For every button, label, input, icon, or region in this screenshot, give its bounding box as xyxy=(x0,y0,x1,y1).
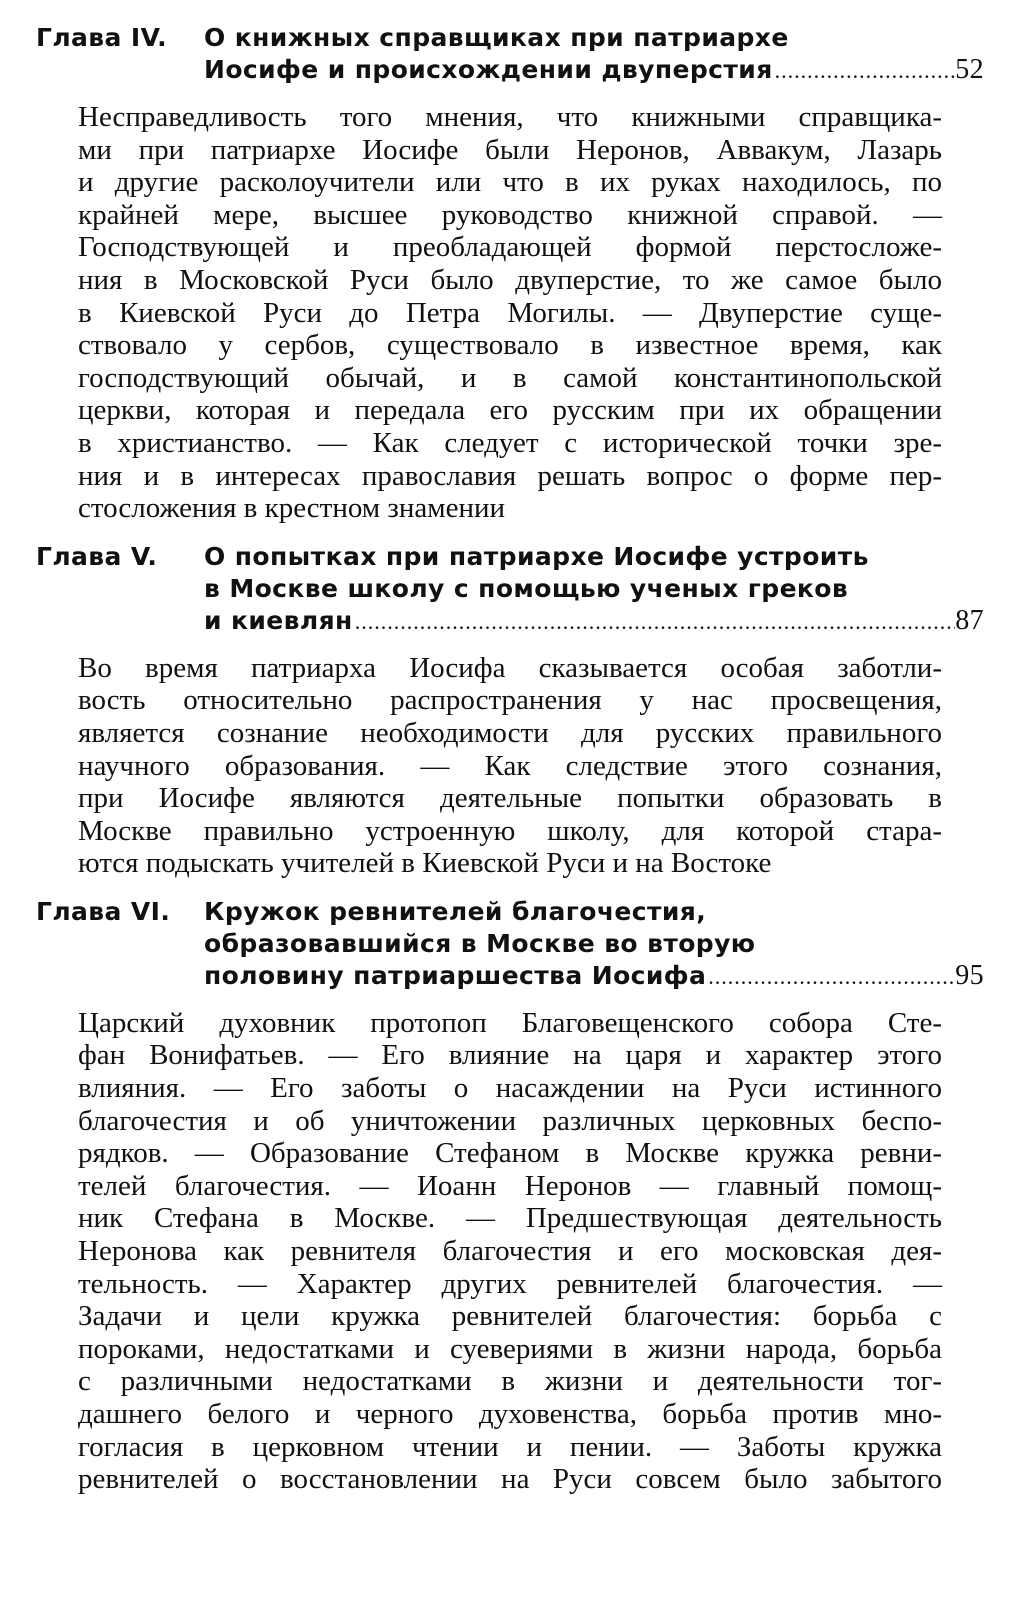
chapter-label: Глава V. xyxy=(36,541,158,571)
dot-leader xyxy=(353,606,955,638)
summary-line: благочестия и об уничтожении различных церковных беспо- xyxy=(78,1104,942,1137)
summary-line: господствующий обычай, и в самой константинопольской xyxy=(78,361,942,394)
chapter-entry xyxy=(36,22,984,525)
summary-line: Царский духовник протопоп Благовещенского собора Сте- xyxy=(78,1006,942,1039)
chapter-summary xyxy=(78,652,942,880)
chapter-label: Глава VI. xyxy=(36,896,171,926)
summary-line: ствовало у сербов, существовало в известное время, как xyxy=(78,329,942,362)
chapter-title-last-line xyxy=(204,54,984,87)
chapter-title-line: и киевлян xyxy=(204,605,353,635)
chapter-heading xyxy=(36,22,984,87)
summary-line: Неронова как ревнителя благочестия и его московская дея- xyxy=(78,1235,942,1268)
summary-line: ревнителей о восстановлении на Руси совсем было забытого xyxy=(78,1463,942,1496)
dot-leader xyxy=(773,55,956,87)
summary-line: в Киевской Руси до Петра Могилы. — Двуперстие суще- xyxy=(78,296,942,329)
summary-line: Задачи и цели кружка ревнителей благочестия: борьба с xyxy=(78,1300,942,1333)
summary-line: является сознание необходимости для русских правильного xyxy=(78,716,942,749)
chapter-title-line: образовавшийся в Москве во вторую xyxy=(204,928,756,958)
chapter-summary xyxy=(78,101,942,525)
summary-line: при Иосифе являются деятельные попытки образовать в xyxy=(78,782,942,815)
summary-line: Несправедливость того мнения, что книжными справщика- xyxy=(78,101,942,133)
chapter-entry xyxy=(36,896,984,1496)
chapter-title-line: в Москве школу с помощью ученых греков xyxy=(204,573,849,603)
chapter-title-line: половину патриаршества Иосифа xyxy=(204,960,707,990)
chapter-title-line: Иосифе и происхождении двуперстия xyxy=(204,55,773,84)
summary-line: в христианство. — Как следует с исторической точки зре- xyxy=(78,426,942,459)
chapter-label: Глава IV. xyxy=(36,23,168,52)
chapter-title-line: О книжных справщиках при патриархе xyxy=(204,23,789,52)
chapter-title-line: Кружок ревнителей благочестия, xyxy=(204,896,707,926)
summary-line: дашнего белого и черного духовенства, борьба против мно- xyxy=(78,1398,942,1430)
chapter-title-last-line xyxy=(204,960,984,993)
summary-line: влияния. — Его заботы о насаждении на Руси истинного xyxy=(78,1072,942,1105)
summary-line: и другие расколоучители или что в их руках находилось, по xyxy=(78,166,942,199)
toc-page xyxy=(36,22,984,1496)
summary-line: телей благочестия. — Иоанн Неронов — главный помощ- xyxy=(78,1169,942,1202)
summary-line: пороками, недостатками и суевериями в жизни народа, борьба xyxy=(78,1332,942,1365)
summary-line: гогласия в церковном чтении и пении. — Заботы кружка xyxy=(78,1430,942,1463)
summary-line: ются подыскать учителей в Киевской Руси и на Востоке xyxy=(78,847,772,880)
summary-line: Москве правильно устроенную школу, для которой стара- xyxy=(78,814,942,847)
summary-line: рядков. — Образование Стефаном в Москве кружка ревни- xyxy=(78,1137,942,1170)
chapter-heading xyxy=(36,896,984,993)
summary-line: Во время патриарха Иосифа сказывается особая заботли- xyxy=(78,651,942,684)
chapter-heading xyxy=(36,541,984,638)
summary-line: с различными недостатками в жизни и деятельности тог- xyxy=(78,1365,942,1398)
chapter-title-line: О попытках при патриархе Иосифе устроить xyxy=(204,541,869,571)
summary-line: ник Стефана в Москве. — Предшествующая деятельность xyxy=(78,1202,942,1235)
summary-line: вость относительно распространения у нас просвещения, xyxy=(78,684,942,717)
chapter-title xyxy=(204,541,984,638)
summary-line: Господствующей и преобладающей формой перстосложе- xyxy=(78,231,942,264)
summary-line: стосложения в крестном знамении xyxy=(78,492,506,525)
spacer xyxy=(36,880,984,896)
chapter-title-last-line xyxy=(204,605,984,638)
chapter-entry xyxy=(36,541,984,880)
chapter-summary xyxy=(78,1007,942,1496)
page-number: 87 xyxy=(955,604,984,636)
page-number: 95 xyxy=(955,959,984,991)
summary-line: научного образования. — Как следствие этого сознания, xyxy=(78,749,942,782)
dot-leader xyxy=(706,961,955,993)
summary-line: тельность. — Характер других ревнителей благочестия. — xyxy=(78,1267,942,1300)
summary-line: ния в Московской Руси было двуперстие, то же самое было xyxy=(78,263,942,296)
summary-line: фан Вонифатьев. — Его влияние на царя и характер этого xyxy=(78,1039,942,1072)
spacer xyxy=(36,525,984,541)
summary-line: ми при патриархе Иосифе были Неронов, Аввакум, Лазарь xyxy=(78,133,942,166)
summary-line: крайней мере, высшее руководство книжной справой. — xyxy=(78,198,942,231)
page-number: 52 xyxy=(955,54,984,85)
chapter-title xyxy=(204,896,984,993)
chapter-title xyxy=(204,22,984,87)
summary-line: церкви, которая и передала его русским при их обращении xyxy=(78,394,942,427)
summary-line: ния и в интересах православия решать вопрос о форме пер- xyxy=(78,459,942,492)
